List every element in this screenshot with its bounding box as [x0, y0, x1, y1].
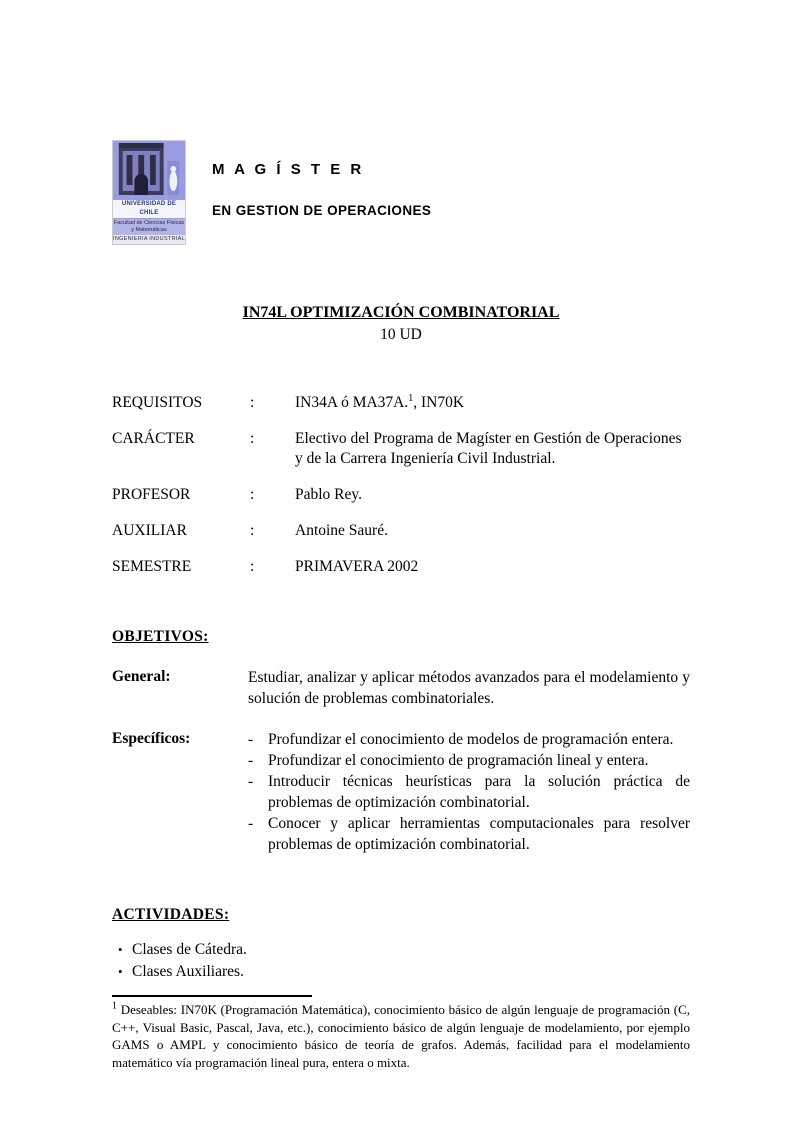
info-row-auxiliar	[112, 521, 690, 541]
bullet-marker: •	[118, 964, 123, 979]
info-value: Pablo Rey.	[295, 486, 363, 503]
list-item-text: Clases de Cátedra.	[132, 941, 247, 958]
logo-faculty-name	[113, 219, 185, 235]
requisitos-value-post: , IN70K	[413, 394, 465, 411]
info-label: SEMESTRE	[112, 558, 192, 575]
info-label: REQUISITOS	[112, 394, 203, 411]
info-value: PRIMAVERA 2002	[295, 558, 419, 575]
footnote-divider	[112, 995, 312, 997]
info-value: Electivo del Programa de Magíster en Gestión de Operaciones y de la Carrera Ingeniería Civil Industrial.	[295, 430, 682, 467]
university-logo	[112, 140, 186, 245]
program-title: M A G Í S T E R	[212, 161, 365, 178]
program-header	[212, 140, 431, 221]
info-row-semestre	[112, 557, 690, 577]
list-item	[248, 750, 690, 771]
info-row-caracter	[112, 429, 690, 469]
university-building-icon	[113, 141, 185, 199]
list-item-text: Profundizar el conocimiento de programación lineal y entera.	[268, 752, 649, 769]
info-label: PROFESOR	[112, 486, 191, 503]
info-row-profesor	[112, 485, 690, 505]
list-item-text: Conocer y aplicar herramientas computacionales para resolver problemas de optimización combinatorial.	[268, 815, 690, 853]
list-item	[248, 771, 690, 813]
info-label: CARÁCTER	[112, 430, 195, 447]
list-item	[112, 961, 690, 983]
footnote-text: Deseables: IN70K (Programación Matemática), conocimiento básico de algún lenguaje de programación (C, C++, Visual Basic, Pascal, Java, etc.), conocimiento básico de algún lenguaje de modelamiento, por ejemplo GAMS o AMPL y conocimiento básico de teoría de grafos. Además, facilidad para el modelamiento matemático vía programación lineal pura, entera o mixta.	[112, 1002, 691, 1070]
info-value: Antoine Sauré.	[295, 522, 388, 539]
especificos-list	[248, 729, 690, 855]
logo-faculty-line2: y Matemáticas	[131, 227, 167, 233]
info-value	[295, 393, 690, 413]
actividades-list	[112, 939, 690, 983]
list-item	[248, 813, 690, 855]
list-item-text: Profundizar el conocimiento de modelos de programación entera.	[268, 731, 674, 748]
logo-department-name: INGENIERIA INDUSTRIAL	[113, 236, 186, 242]
footnote-ref-number: 1	[112, 1000, 117, 1012]
list-item-text: Clases Auxiliares.	[132, 963, 244, 980]
objetivos-especificos-row	[112, 729, 690, 855]
especificos-label: Específicos:	[112, 730, 191, 747]
course-title-block	[112, 303, 690, 345]
footnote-reference: 1	[408, 392, 414, 404]
dash-marker: -	[248, 731, 254, 748]
info-colon: :	[250, 486, 255, 503]
dash-marker: -	[248, 773, 254, 790]
bullet-marker: •	[118, 942, 123, 957]
logo-faculty-line1: Facultad de Ciencias Físicas	[113, 220, 185, 226]
dash-marker: -	[248, 752, 254, 769]
objetivo-general-row	[112, 667, 690, 709]
footnote	[112, 1001, 690, 1071]
info-label: AUXILIAR	[112, 522, 187, 539]
info-colon: :	[250, 522, 255, 539]
logo-university-name: UNIVERSIDAD DE CHILE	[113, 199, 185, 219]
actividades-heading: ACTIVIDADES:	[112, 906, 230, 923]
general-label: General:	[112, 668, 171, 685]
info-colon: :	[250, 394, 255, 411]
page-header	[112, 140, 690, 245]
info-colon: :	[250, 430, 255, 447]
list-item	[248, 729, 690, 750]
general-text: Estudiar, analizar y aplicar métodos avanzados para el modelamiento y solución de problemas combinatoriales.	[248, 669, 690, 707]
course-info-table	[112, 393, 690, 577]
info-row-requisitos	[112, 393, 690, 413]
requisitos-value-pre: IN34A ó MA37A.	[295, 394, 409, 411]
list-item	[112, 939, 690, 961]
course-title: IN74L OPTIMIZACIÓN COMBINATORIAL	[242, 304, 560, 321]
list-item-text: Introducir técnicas heurísticas para la solución práctica de problemas de optimización combinatorial.	[268, 773, 690, 811]
dash-marker: -	[248, 815, 254, 832]
objetivos-heading: OBJETIVOS:	[112, 628, 209, 645]
info-colon: :	[250, 558, 255, 575]
program-subtitle: EN GESTION DE OPERACIONES	[212, 203, 432, 218]
course-credits: 10 UD	[380, 326, 422, 343]
